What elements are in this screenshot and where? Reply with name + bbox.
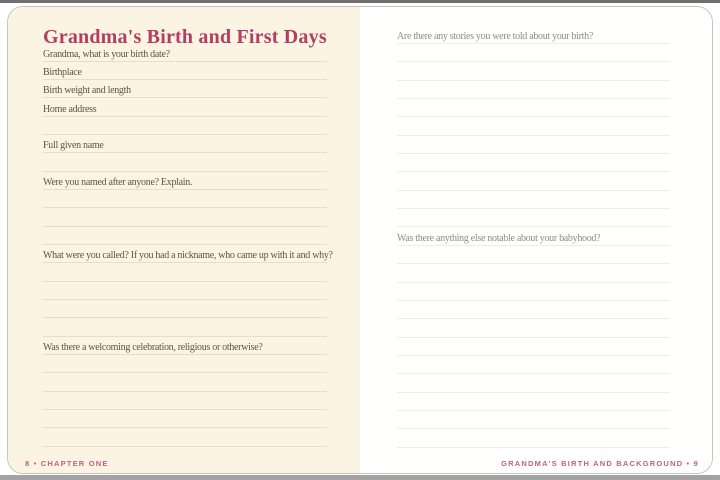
writing-line[interactable]	[43, 300, 327, 318]
prompt-label: Was there a welcoming celebration, religious or otherwise?	[43, 342, 263, 354]
writing-line[interactable]	[43, 373, 327, 391]
prompt-label: Was there anything else notable about your babyhood?	[397, 232, 601, 244]
prompt-label: What were you called? If you had a nickname, who came up with it and why?	[43, 250, 333, 262]
journal-spread	[7, 6, 713, 474]
prompt-line[interactable]	[43, 62, 327, 80]
writing-line[interactable]	[397, 374, 670, 392]
writing-line[interactable]	[43, 428, 327, 446]
writing-line[interactable]	[397, 209, 670, 227]
prompt-line[interactable]	[397, 26, 670, 44]
writing-line[interactable]	[43, 318, 327, 336]
prompt-label: Grandma, what is your birth date?	[43, 48, 170, 60]
top-edge-strip	[0, 0, 720, 3]
writing-line[interactable]	[397, 283, 670, 301]
writing-line[interactable]	[397, 411, 670, 429]
writing-line[interactable]	[397, 191, 670, 209]
writing-line[interactable]	[397, 246, 670, 264]
writing-line[interactable]	[397, 301, 670, 319]
prompt-line[interactable]	[43, 337, 327, 355]
prompt-line[interactable]	[43, 135, 327, 153]
prompt-line[interactable]	[43, 80, 327, 98]
prompt-label: Full given name	[43, 140, 104, 152]
writing-line[interactable]	[43, 355, 327, 373]
writing-line[interactable]	[397, 117, 670, 135]
writing-line[interactable]	[397, 62, 670, 80]
writing-line[interactable]	[397, 319, 670, 337]
right-page	[360, 7, 712, 473]
writing-line[interactable]	[397, 154, 670, 172]
writing-line[interactable]	[397, 81, 670, 99]
right-page-footer: GRANDMA'S BIRTH AND BACKGROUND • 9	[501, 459, 699, 468]
writing-line[interactable]	[43, 410, 327, 428]
writing-line[interactable]	[397, 338, 670, 356]
prompt-line[interactable]	[43, 98, 327, 116]
prompt-line[interactable]	[43, 172, 327, 190]
prompt-line[interactable]	[397, 228, 670, 246]
writing-line[interactable]	[397, 44, 670, 62]
writing-line[interactable]	[43, 227, 327, 245]
bottom-edge-strip	[0, 475, 720, 480]
writing-line[interactable]	[43, 263, 327, 281]
right-page-section-2-lines	[397, 228, 670, 448]
prompt-label: Were you named after anyone? Explain.	[43, 177, 193, 189]
writing-line[interactable]	[397, 393, 670, 411]
left-page	[8, 7, 360, 473]
writing-line[interactable]	[43, 153, 327, 171]
left-page-lines	[43, 44, 333, 447]
writing-line[interactable]	[397, 99, 670, 117]
prompt-label: Birth weight and length	[43, 85, 131, 97]
prompt-line[interactable]	[43, 44, 327, 62]
writing-line[interactable]	[43, 190, 327, 208]
prompt-line[interactable]	[43, 245, 333, 263]
writing-line[interactable]	[397, 172, 670, 190]
writing-line[interactable]	[43, 392, 327, 410]
writing-line[interactable]	[397, 264, 670, 282]
prompt-label: Are there any stories you were told about your birth?	[397, 30, 593, 42]
writing-line[interactable]	[397, 429, 670, 447]
page-title: Grandma's Birth and First Days	[43, 26, 327, 48]
writing-line[interactable]	[43, 208, 327, 226]
prompt-label: Birthplace	[43, 67, 82, 79]
writing-line[interactable]	[397, 136, 670, 154]
prompt-label: Home address	[43, 103, 97, 115]
writing-line[interactable]	[43, 282, 327, 300]
writing-line[interactable]	[43, 117, 327, 135]
right-page-section-1-lines	[397, 26, 670, 228]
writing-line[interactable]	[397, 356, 670, 374]
left-page-footer: 8 • CHAPTER ONE	[25, 459, 109, 468]
